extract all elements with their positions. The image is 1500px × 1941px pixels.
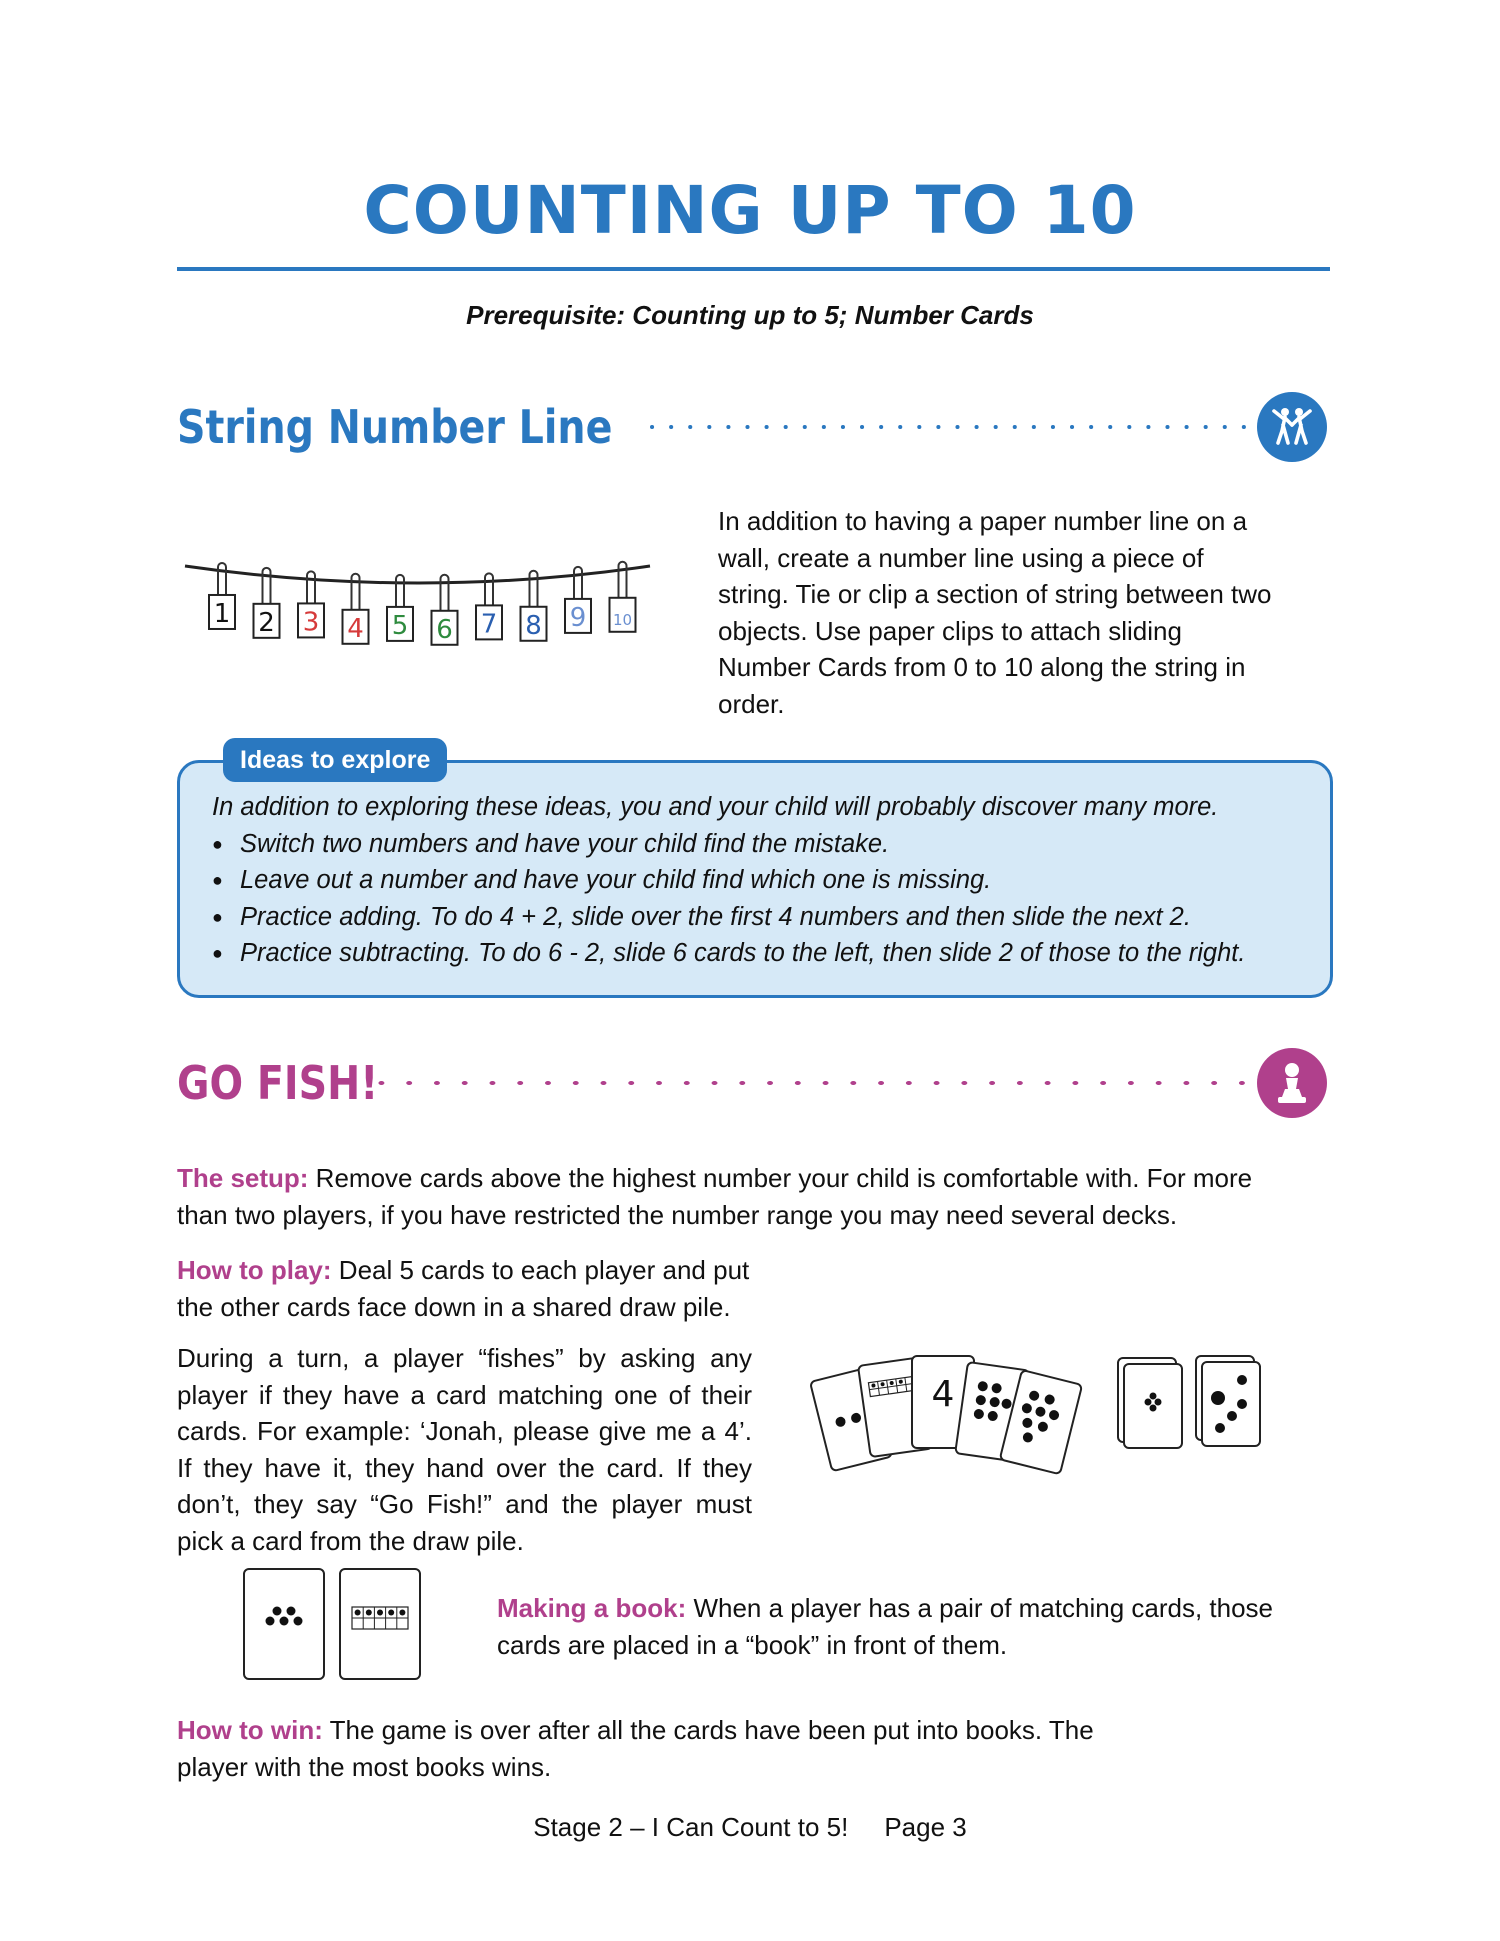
number-card-label: 4 <box>347 613 364 644</box>
number-card-label: 7 <box>480 609 498 640</box>
howto-paragraph <box>177 1252 752 1325</box>
string-section-text: In addition to having a paper number line on a wall, create a number line using a piece of string. Tie or clip a section of string between two objects. Use paper clips to attach sliding Number Cards from 0 to 10 along the string in order. <box>718 506 1272 719</box>
title-divider <box>177 267 1330 271</box>
number-card-label: 3 <box>302 607 320 638</box>
page-footer <box>0 1812 1500 1843</box>
footer-page-number: Page 3 <box>884 1812 967 1842</box>
book-card-pair <box>1118 1358 1182 1448</box>
number-card-label: 2 <box>258 607 275 638</box>
dotted-leader <box>377 1080 1249 1086</box>
ideas-content <box>212 789 1322 972</box>
number-card-label: 1 <box>213 598 231 629</box>
number-card-label: 8 <box>525 610 542 641</box>
book-card-pair <box>1196 1356 1260 1446</box>
number-card-label: 10 <box>612 610 633 629</box>
book-pair-illustration <box>240 1565 430 1685</box>
win-text: The game is over after all the cards have been put into books. The player with the most books wins. <box>177 1715 1094 1782</box>
gofish-section-title: GO FISH! <box>177 1056 379 1110</box>
gofish-section-header <box>177 1048 1327 1118</box>
chess-pawn-icon <box>1257 1048 1327 1118</box>
ideas-list <box>212 826 1322 972</box>
page-title: COUNTING UP TO 10 <box>363 172 1137 249</box>
setup-paragraph <box>177 1160 1307 1233</box>
win-label: How to win: <box>177 1715 323 1745</box>
children-jumping-icon <box>1257 392 1327 462</box>
turn-paragraph: During a turn, a player “fishes” by asking any player if they have a card matching one of their cards. For example: ‘Jonah, please give me a 4’. If they have it, they hand over the card. If they don’t, they say “Go Fish!” and the player must pick a card from the draw pile. <box>177 1343 752 1556</box>
howto-label: How to play: <box>177 1255 332 1285</box>
ideas-intro: In addition to exploring these ideas, you and your child will probably discover many more. <box>212 793 1219 821</box>
card-hand-illustration <box>800 1340 1270 1485</box>
dotted-leader <box>649 424 1249 430</box>
list-item: ● Practice adding. To do 4 + 2, slide over the first 4 numbers and then slide the next 2. <box>212 899 1322 936</box>
string-number-line-illustration <box>180 548 660 678</box>
book-text: When a player has a pair of matching cards, those cards are placed in a “book” in front of them. <box>497 1593 1274 1660</box>
number-card-label: 5 <box>391 610 409 641</box>
setup-label: The setup: <box>177 1163 309 1193</box>
howto-text: Deal 5 cards to each player and put the other cards face down in a shared draw pile. <box>177 1255 750 1322</box>
list-item: ● Leave out a number and have your child find which one is missing. <box>212 862 1322 899</box>
string-section-header <box>177 392 1327 462</box>
book-paragraph <box>497 1590 1307 1663</box>
win-paragraph <box>177 1712 1167 1785</box>
book-label: Making a book: <box>497 1593 687 1623</box>
number-card-label: 9 <box>569 602 587 633</box>
prerequisite-text: Prerequisite: Counting up to 5; Number Cards <box>466 300 1034 330</box>
footer-stage: Stage 2 – I Can Count to 5! <box>533 1812 849 1842</box>
list-item: ● Switch two numbers and have your child find the mistake. <box>212 826 1322 863</box>
string-section-title: String Number Line <box>177 400 613 454</box>
ideas-tab: Ideas to explore <box>223 738 447 782</box>
hand-card-number: 4 <box>931 1374 955 1415</box>
list-item: ● Practice subtracting. To do 6 - 2, slide 6 cards to the left, then slide 2 of those to the right. <box>212 935 1322 972</box>
number-card-label: 6 <box>436 614 453 645</box>
setup-text: Remove cards above the highest number your child is comfortable with. For more than two players, if you have restricted the number range you may need several decks. <box>177 1163 1253 1230</box>
